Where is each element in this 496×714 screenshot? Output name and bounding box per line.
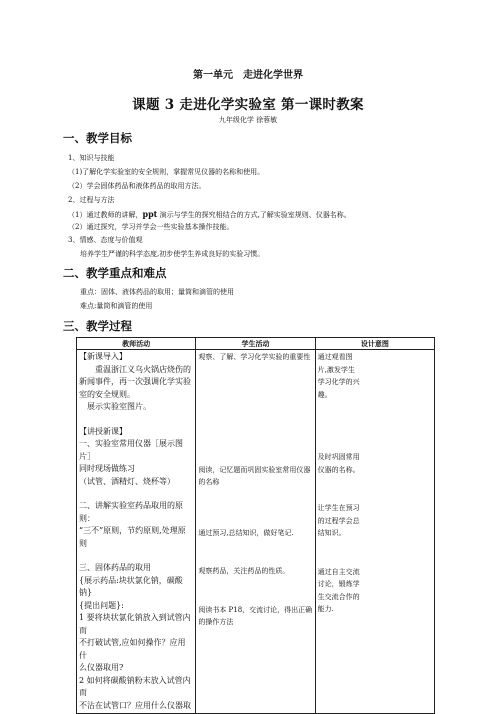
table-row	[77, 350, 435, 714]
student-activity-cell	[196, 350, 315, 714]
teacher-line: 同时现场做练习	[79, 464, 135, 473]
page-title: 课题 3 走进化学实验室 第一课时教案	[132, 97, 364, 113]
unit-title: 第一单元 走进化学世界	[193, 70, 303, 81]
objective-line: 2、过程与方法	[68, 196, 115, 204]
objective-line: 1、知识与技能	[68, 154, 115, 162]
design-line: 趣。	[317, 390, 332, 399]
design-line: 讨论，锻炼学	[317, 580, 360, 588]
objective-line: 3、情感、态度与价值观	[68, 236, 143, 244]
student-line: 观察、了解、学习化学实验的重要性	[198, 353, 311, 361]
teacher-line: 2 如何将碳酸钠粉末放入试管内而	[79, 675, 191, 697]
teacher-line: “三不”原则，节约原则,处理原则	[79, 526, 186, 548]
design-line: 仪器的名称。	[317, 465, 360, 474]
teacher-line: 不打破试管,应如何操作？应用什	[79, 638, 186, 660]
section-heading-objectives: 一、教学目标	[63, 131, 132, 145]
objective-text: （1）通过教师的讲解，	[68, 211, 143, 219]
design-line: 通过观看图	[317, 353, 353, 361]
student-line: 观察药品，关注药品的性质。	[198, 567, 290, 575]
student-line: 通过预习,总结知识，做好笔记.	[198, 528, 294, 537]
teacher-line: 【讲授新课】	[79, 426, 127, 436]
objective-line: 培养学生严谨的科学态度,初步使学生养成良好的实验习惯。	[80, 250, 265, 258]
design-line: 生交流合作的	[317, 592, 360, 601]
header-student: 学生活动	[196, 338, 315, 350]
teacher-line: 重温浙江义乌火锅店烧伤的	[79, 364, 191, 374]
teacher-line: 二、讲解实验室药品取用的原则：	[79, 501, 183, 523]
teacher-line: 1 要将块状氯化钠放入到试管内而	[79, 613, 191, 635]
teacher-activity-cell	[77, 350, 196, 714]
teacher-line: 一、实验室常用仪器［展示图片］	[79, 439, 183, 461]
teacher-line: {展示药品:块状氯化钠，碳酸钠}	[79, 575, 183, 597]
student-line: 阅读书本 P18，交流讨论，得出正确	[198, 605, 313, 614]
objective-line: （1)了解化学实验室的安全规则，掌握常见仪器的名称和使用。	[68, 168, 265, 176]
student-line: 阅读，记忆题而巩固实验室常用仪器	[198, 465, 311, 474]
teacher-line: 室的安全规则。	[79, 389, 135, 399]
design-intent-cell	[315, 350, 434, 714]
header-teacher: 教师活动	[77, 338, 196, 350]
objective-line: （2）学会固体药品和液体药品的取用方法。	[68, 182, 206, 190]
ppt-label: ppt	[142, 209, 158, 219]
design-line: 学习化学的兴	[317, 378, 360, 386]
design-line: 通过自主交流	[317, 567, 360, 576]
student-line: 的操作方法	[198, 618, 234, 626]
design-line: 片,激发学生	[317, 365, 355, 374]
teacher-line: 展示实验室图片。	[79, 402, 151, 411]
design-line: 结知识。	[317, 529, 346, 537]
design-line: 的过程学会总	[317, 516, 360, 525]
design-line: 及时巩固常用	[317, 453, 360, 461]
section-heading-process: 三、教学过程	[63, 319, 132, 333]
teacher-line: （试管、酒精灯、烧杯等）	[79, 476, 175, 486]
teacher-line: 不沾在试管口？应用什么仪器取	[79, 700, 191, 710]
student-line: 的名称	[198, 478, 220, 486]
header-design: 设计意图	[315, 338, 434, 350]
difficulty-line: 难点:量筒和滴管的使用	[80, 302, 153, 310]
teaching-process-table	[76, 337, 435, 714]
teacher-line: {提出问题}:	[79, 600, 124, 610]
table-header-row	[77, 338, 435, 350]
objective-line	[68, 209, 351, 220]
objective-line: （2）通过探究，学习并学会一些实验基本操作技能。	[68, 223, 234, 231]
teacher-line: 【新课导入】	[79, 352, 127, 361]
section-heading-focus: 二、教学重点和难点	[63, 266, 167, 280]
objective-text: 演示与学生的探究相结合的方式,了解实验室规则、仪器名称。	[157, 211, 351, 219]
design-line: 让学生在预习	[317, 504, 360, 512]
design-line: 能力.	[317, 605, 334, 613]
teacher-line: 三、固体药品的取用	[79, 563, 151, 572]
focus-line: 重点：固体、液体药品的取用；量筒和滴管的使用	[80, 288, 234, 296]
teacher-line: 么仪器取用?	[79, 663, 124, 672]
author-line: 九年级化学 徐蓉敏	[218, 116, 278, 124]
teacher-line: 新闻事件，再一次强调化学实验	[79, 377, 191, 386]
